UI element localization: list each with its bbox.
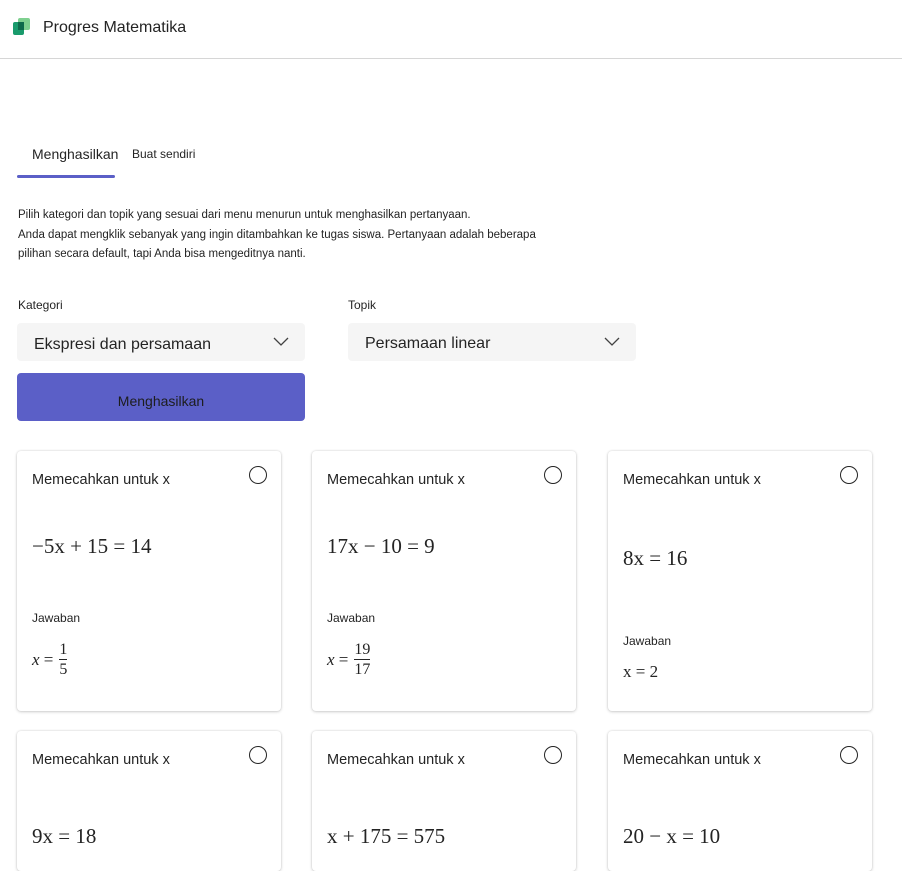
question-card-title: Memecahkan untuk x xyxy=(32,472,170,488)
answer-label: Jawaban xyxy=(327,611,376,625)
question-equation: −5x + 15 = 14 xyxy=(32,534,152,558)
tab-create-own[interactable]: Buat sendiri xyxy=(132,147,196,161)
question-card-title: Memecahkan untuk x xyxy=(327,752,465,768)
question-card-title: Memecahkan untuk x xyxy=(623,752,761,768)
question-card[interactable] xyxy=(312,731,576,871)
topic-label: Topik xyxy=(348,298,377,312)
question-card[interactable] xyxy=(312,451,576,711)
select-radio[interactable] xyxy=(840,466,858,484)
question-equation: 17x − 10 = 9 xyxy=(327,534,435,558)
question-card[interactable] xyxy=(608,731,872,871)
question-card-title: Memecahkan untuk x xyxy=(327,472,465,488)
category-dropdown[interactable] xyxy=(17,323,305,361)
answer-label: Jawaban xyxy=(623,634,672,648)
question-equation: 9x = 18 xyxy=(32,824,97,848)
app-title: Progres Matematika xyxy=(43,19,187,36)
question-card[interactable] xyxy=(17,731,281,871)
question-card-title: Memecahkan untuk x xyxy=(32,752,170,768)
answer-label: Jawaban xyxy=(32,611,81,625)
question-card[interactable] xyxy=(608,451,872,711)
question-card[interactable] xyxy=(17,451,281,711)
select-radio[interactable] xyxy=(840,746,858,764)
answer-denominator: 5 xyxy=(59,661,68,678)
answer-denominator: 17 xyxy=(354,661,371,678)
category-label: Kategori xyxy=(18,298,63,312)
instructions-line: Anda dapat mengklik sebanyak yang ingin ditambahkan ke tugas siswa. Pertanyaan adalah beberapa xyxy=(18,228,536,241)
question-equation: x + 175 = 575 xyxy=(327,824,446,848)
generate-button[interactable] xyxy=(17,373,305,421)
generate-button-label: Menghasilkan xyxy=(117,393,205,409)
answer-value: x = 2 xyxy=(623,662,659,681)
instructions-line: Pilih kategori dan topik yang sesuai dari menu menurun untuk menghasilkan pertanyaan. xyxy=(18,209,471,221)
topic-value: Persamaan linear xyxy=(365,335,491,352)
answer-numerator: 1 xyxy=(59,641,68,658)
select-radio[interactable] xyxy=(544,746,562,764)
instructions-line: pilihan secara default, tapi Anda bisa mengeditnya nanti. xyxy=(18,248,306,260)
question-card-title: Memecahkan untuk x xyxy=(623,472,761,488)
select-radio[interactable] xyxy=(249,466,267,484)
answer-value: x = $\frac{1}{5}$ xyxy=(32,641,68,678)
tab-generate[interactable]: Menghasilkan xyxy=(32,146,119,162)
select-radio[interactable] xyxy=(544,466,562,484)
answer-value: x = $\frac{19}{17}$ xyxy=(327,641,371,678)
app-logo-icon xyxy=(13,18,30,35)
instructions-text xyxy=(18,206,578,265)
question-equation: 8x = 16 xyxy=(623,546,688,570)
answer-numerator: 19 xyxy=(354,641,371,658)
chevron-down-icon xyxy=(273,337,289,347)
app-header xyxy=(0,0,902,59)
question-equation: 20 − x = 10 xyxy=(623,824,721,848)
category-value: Ekspresi dan persamaan xyxy=(34,336,211,353)
topic-dropdown[interactable] xyxy=(348,323,636,361)
chevron-down-icon xyxy=(604,337,620,347)
active-tab-indicator xyxy=(17,175,115,178)
select-radio[interactable] xyxy=(249,746,267,764)
